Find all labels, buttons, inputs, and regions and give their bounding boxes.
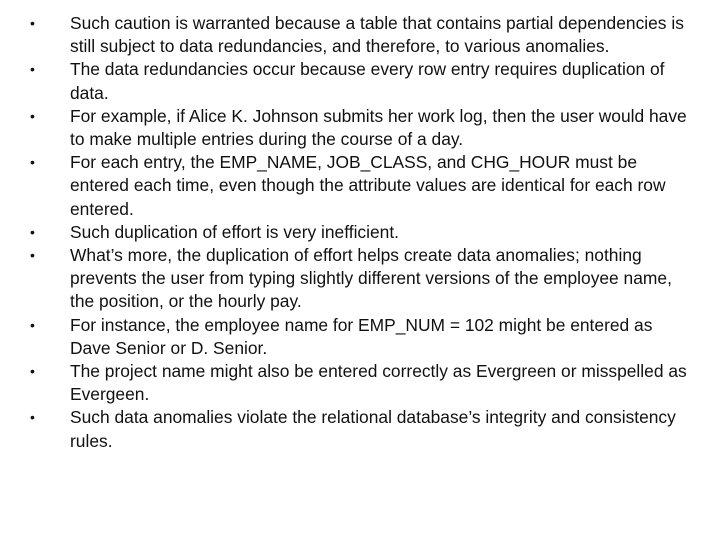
bullet-icon: • [30,223,35,240]
bullet-icon: • [30,15,35,31]
bullet-item [30,244,690,314]
bullet-item [30,12,690,58]
bullet-text: Such data anomalies violate the relational database’s integrity and consistency rules. [70,407,676,451]
bullet-text: For example, if Alice K. Johnson submits her work log, then the user would have to make multiple entries during the course of a day. [70,105,687,150]
bullet-text: For each entry, the EMP_NAME, JOB_CLASS, and CHG_HOUR must be entered each time, even though the attribute values are identical for each row entered. [70,152,666,219]
bullet-icon: • [30,107,35,124]
bullet-item [30,221,690,244]
bullet-icon: • [30,61,35,78]
bullet-item [30,360,690,406]
bullet-list [30,12,690,453]
bullet-text: Such caution is warranted because a table that contains partial dependencies is still subject to data redundancies, and therefore, to various anomalies. [70,13,684,57]
bullet-icon: • [30,409,35,426]
bullet-icon: • [30,247,35,264]
bullet-text: For instance, the employee name for EMP_NUM = 102 might be entered as Dave Senior or D. Senior. [70,314,653,358]
bullet-text: The project name might also be entered correctly as Evergreen or misspelled as Evergeen. [70,361,687,405]
bullet-item [30,406,690,452]
bullet-icon: • [30,363,35,380]
bullet-item [30,314,690,360]
bullet-item [30,151,690,221]
bullet-icon: • [30,154,35,171]
bullet-text: What’s more, the duplication of effort helps create data anomalies; nothing prevents the user from typing slightly different versions of the employee name, the position, or the hourly pay. [70,245,672,312]
bullet-text: The data redundancies occur because every row entry requires duplication of data. [70,59,665,103]
bullet-item [30,105,690,151]
bullet-icon: • [30,316,35,333]
bullet-text: Such duplication of effort is very inefficient. [70,221,399,242]
bullet-item [30,58,690,104]
